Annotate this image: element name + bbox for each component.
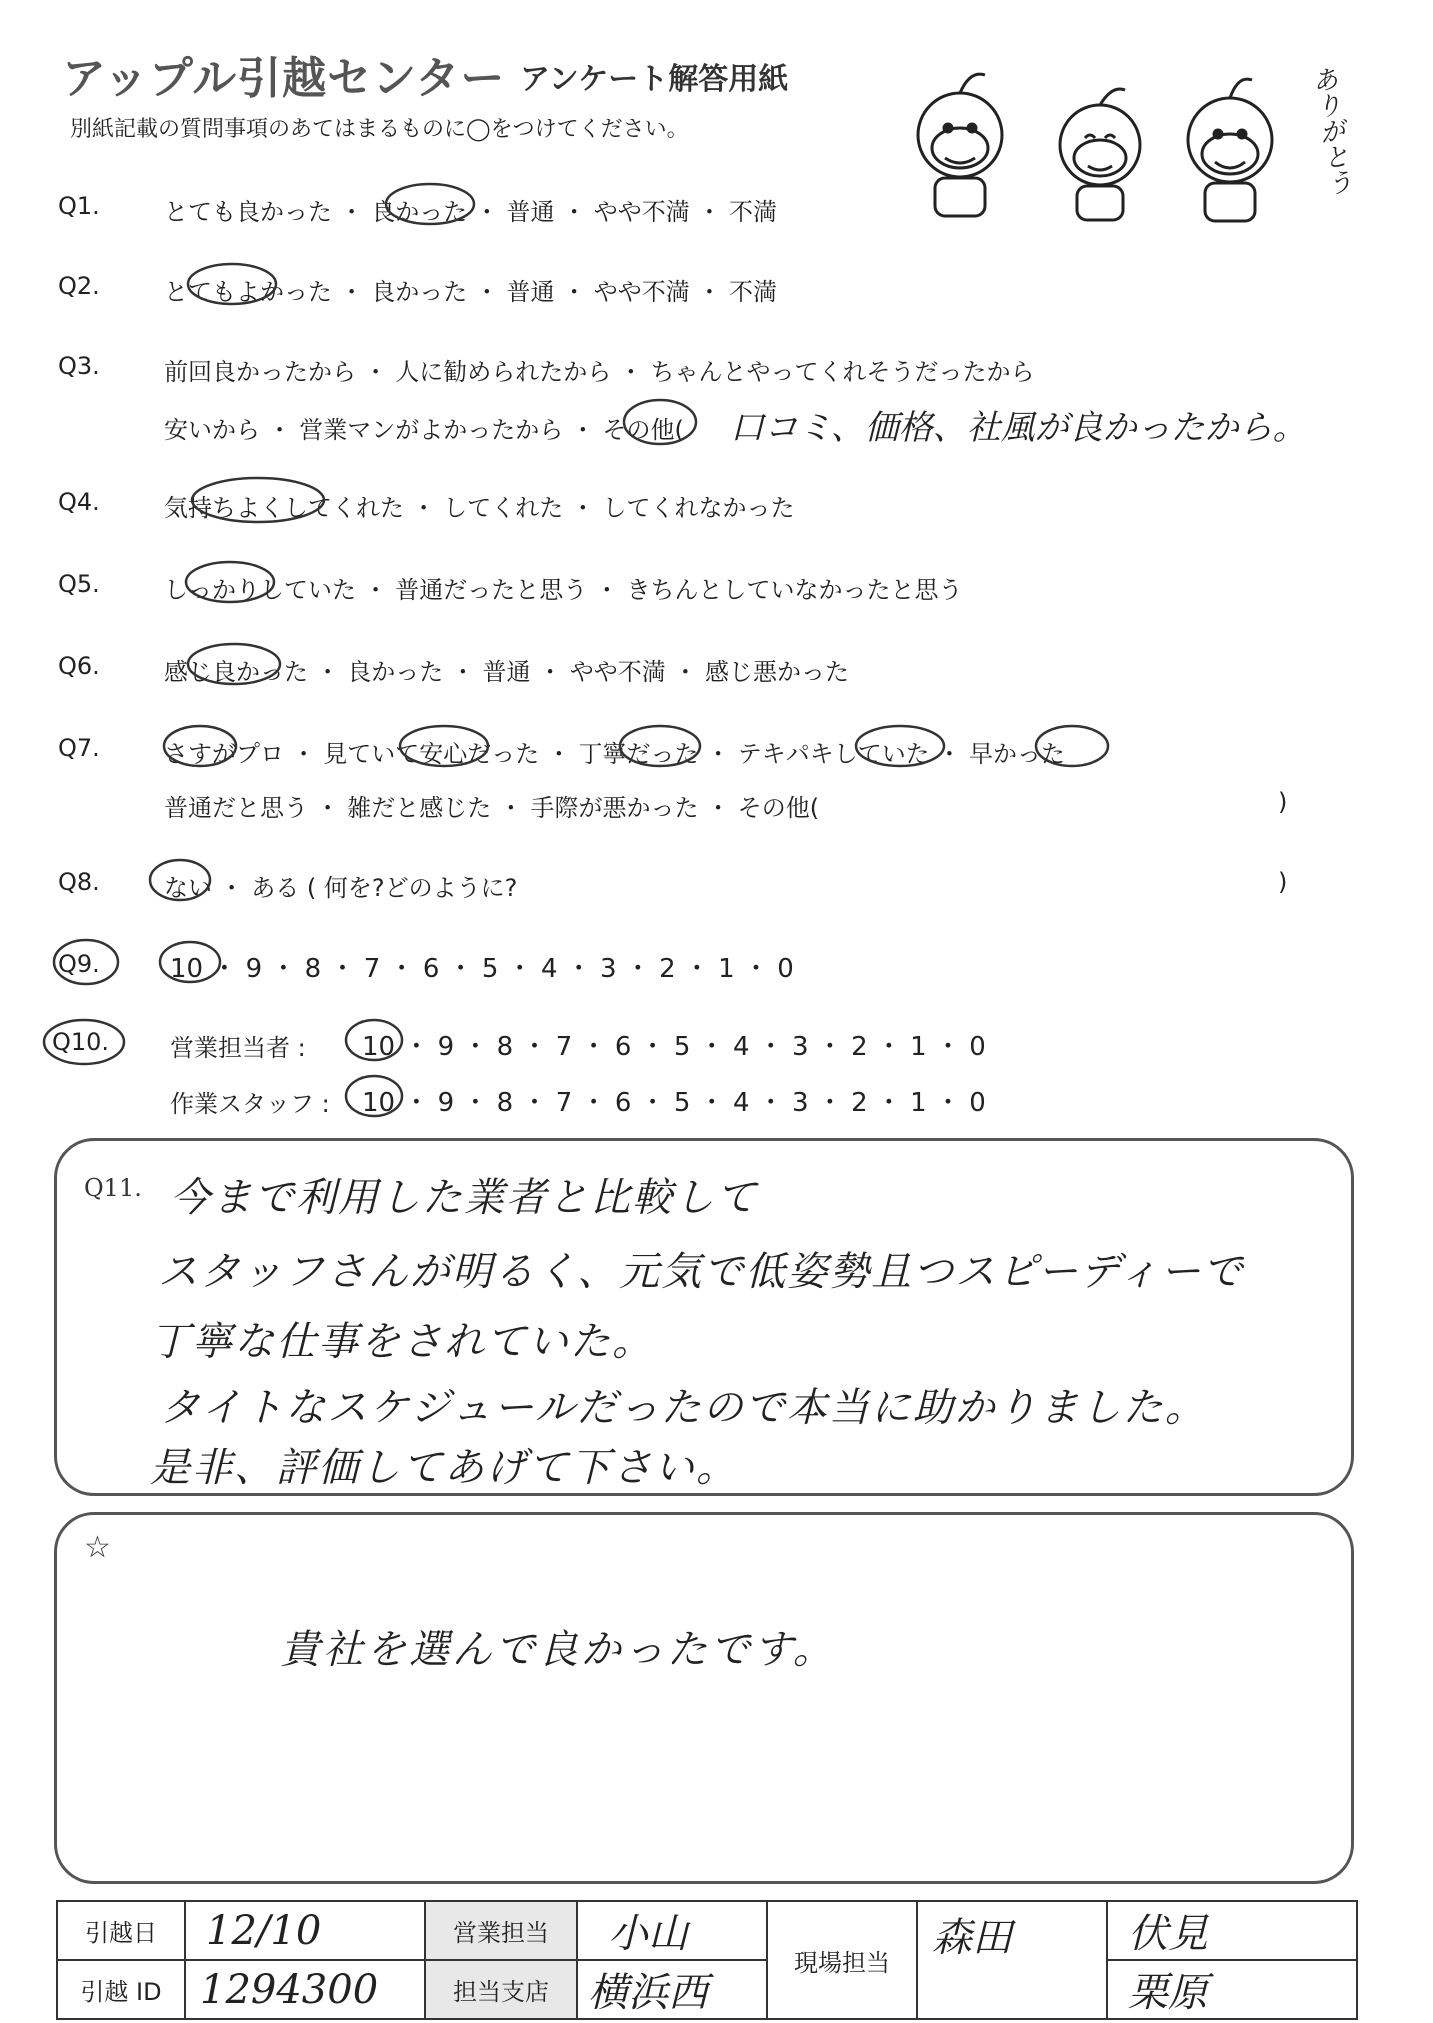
sales-rep-label: 営業担当	[425, 1901, 577, 1960]
q2-label: Q2.	[58, 272, 100, 300]
star-comment-text: 貴社を選んで良かったです。	[280, 1627, 836, 1673]
site-staff-value-2: 伏見	[1107, 1901, 1357, 1960]
q2-circle-mark	[188, 264, 276, 304]
q9-scale[interactable]: 10 ・ 9 ・ 8 ・ 7 ・ 6 ・ 5 ・ 4 ・ 3 ・ 2 ・ 1 ・ 0	[170, 954, 794, 984]
q1-circle-mark	[386, 184, 474, 224]
q10-label: Q10.	[52, 1028, 110, 1056]
q10-staff-circle-mark	[346, 1076, 402, 1116]
q5-label: Q5.	[58, 570, 100, 598]
site-staff-value-1: 森田	[917, 1901, 1107, 2019]
q3-label: Q3.	[58, 352, 100, 380]
q11-label: Q11.	[84, 1174, 142, 1202]
q9-value-circle-mark	[160, 942, 220, 982]
mascot-thanks-text: ありがとう	[1306, 64, 1354, 198]
q7-options-line1[interactable]: さすがプロ ・ 見ていて安心だった ・ 丁寧だった ・ テキパキしていた ・ 早かった	[164, 740, 1066, 768]
q10-sales-label: 営業担当者 :	[170, 1034, 306, 1062]
q6-circle-mark	[188, 644, 280, 684]
q11-line-2: スタッフさんが明るく、元気で低姿勢且つスピーディーで	[158, 1249, 1245, 1295]
q7-options-line2[interactable]: 普通だと思う ・ 雑だと感じた ・ 手際が悪かった ・ その他(	[164, 794, 820, 822]
branch-label: 担当支店	[425, 1960, 577, 2019]
q8-label: Q8.	[58, 868, 100, 896]
q11-line-3: 丁寧な仕事をされていた。	[150, 1319, 654, 1365]
footer-info-table	[56, 1900, 1358, 2020]
q4-circle-mark	[192, 478, 324, 522]
q7-circle-mark-2	[400, 726, 488, 766]
form-title: アンケート解答用紙	[520, 62, 789, 97]
q10-sales-scale[interactable]: 10 ・ 9 ・ 8 ・ 7 ・ 6 ・ 5 ・ 4 ・ 3 ・ 2 ・ 1 ・ 0	[362, 1032, 986, 1062]
star-comment-box	[54, 1512, 1354, 1884]
move-id-label: 引越 ID	[57, 1960, 185, 2019]
q2-options[interactable]: とてもよかった ・ 良かった ・ 普通 ・ やや不満 ・ 不満	[164, 278, 778, 306]
q3-other-answer: 口コミ、価格、社風が良かったから。	[730, 408, 1307, 448]
sales-rep-value: 小山	[577, 1901, 767, 1960]
q6-options[interactable]: 感じ良かった ・ 良かった ・ 普通 ・ やや不満 ・ 感じ悪かった	[164, 658, 850, 686]
q11-line-1: 今まで利用した業者と比較して	[170, 1175, 758, 1221]
q10-staff-scale[interactable]: 10 ・ 9 ・ 8 ・ 7 ・ 6 ・ 5 ・ 4 ・ 3 ・ 2 ・ 1 ・ 0	[362, 1088, 986, 1118]
q10-sales-circle-mark	[346, 1020, 402, 1060]
q10-label-circle-mark	[44, 1020, 124, 1064]
move-id-value: 1294300	[185, 1960, 425, 2019]
q9-label: Q9.	[58, 950, 100, 978]
q5-circle-mark	[186, 562, 274, 602]
q8-circle-mark	[150, 860, 210, 900]
q5-options[interactable]: しっかりしていた ・ 普通だったと思う ・ きちんとしていなかったと思う	[164, 576, 963, 604]
q8-options[interactable]: ない ・ ある ( 何を?どのように?	[164, 874, 518, 902]
q7-close-paren: )	[1278, 788, 1288, 816]
site-staff-value-3: 栗原	[1107, 1960, 1357, 2019]
q9-label-circle-mark	[54, 940, 118, 984]
q7-circle-mark-5	[1036, 726, 1108, 766]
q11-line-5: 是非、評価してあげて下さい。	[150, 1445, 738, 1491]
q3-circle-mark	[624, 400, 696, 444]
q7-label: Q7.	[58, 734, 100, 762]
instruction-text: 別紙記載の質問事項のあてはまるものに◯をつけてください。	[70, 117, 689, 142]
q4-options[interactable]: 気持ちよくしてくれた ・ してくれた ・ してくれなかった	[164, 494, 795, 522]
q6-label: Q6.	[58, 652, 100, 680]
q10-staff-label: 作業スタッフ :	[170, 1090, 330, 1118]
q3-options-line1[interactable]: 前回良かったから ・ 人に勧められたから ・ ちゃんとやってくれそうだったから	[164, 358, 1035, 386]
q3-options-line2[interactable]: 安いから ・ 営業マンがよかったから ・ その他(	[164, 416, 684, 444]
branch-value: 横浜西	[577, 1960, 767, 2019]
q7-circle-mark-1	[164, 726, 236, 766]
star-icon: ☆	[84, 1530, 111, 1565]
site-staff-label: 現場担当	[767, 1901, 917, 2019]
q7-circle-mark-4	[856, 726, 944, 766]
q4-label: Q4.	[58, 488, 100, 516]
q11-line-4: タイトなスケジュールだったので本当に助かりました。	[160, 1385, 1207, 1431]
move-date-label: 引越日	[57, 1901, 185, 1960]
q1-options[interactable]: とても良かった ・ 良かった ・ 普通 ・ やや不満 ・ 不満	[164, 198, 778, 226]
q7-circle-mark-3	[620, 726, 700, 766]
q1-label: Q1.	[58, 192, 100, 220]
q8-close-paren: )	[1278, 868, 1288, 896]
move-date-value: 12/10	[185, 1901, 425, 1960]
company-title: アップル引越センター	[62, 53, 506, 104]
